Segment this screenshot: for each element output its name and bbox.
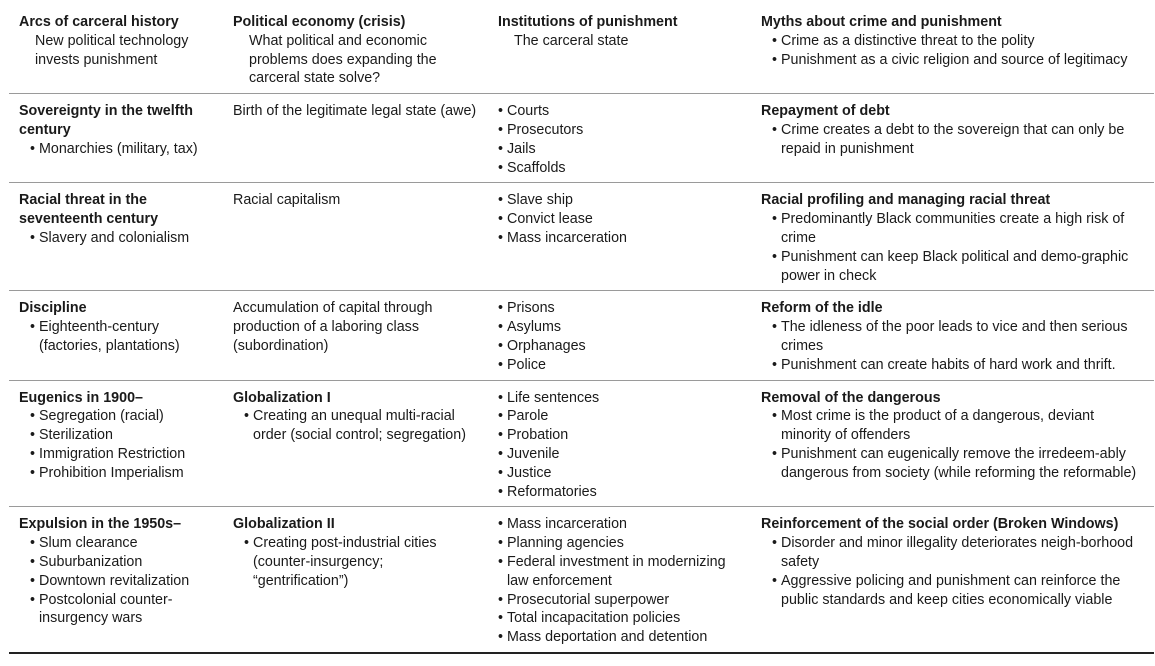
cell-heading: Reinforcement of the social order (Broken Windows): [761, 516, 1119, 533]
bullet-item: • Juvenile: [498, 445, 745, 464]
bullet-item: • Slum clearance: [30, 534, 217, 553]
bullet-item: • Federal investment in modernizing law enforcement: [498, 553, 745, 591]
institutions-cell: [488, 94, 751, 183]
political-economy-cell: [223, 380, 488, 507]
bullet-list: [498, 389, 745, 502]
bullet-item: • Punishment can create habits of hard work and thrift.: [772, 356, 1148, 375]
bullet-item: • Probation: [498, 426, 745, 445]
bullet-item: • Predominantly Black communities create a high risk of crime: [772, 210, 1148, 248]
bullet-item: • Postcolonial counter-insurgency wars: [30, 591, 217, 629]
bullet-item: • Creating an unequal multi-racial order (social control; segregation): [244, 407, 482, 445]
bullet-list: [772, 210, 1148, 285]
bullet-item: • Prosecutors: [498, 121, 745, 140]
bullet-item: • Segregation (racial): [30, 407, 217, 426]
cell-heading: Institutions of punishment: [498, 14, 678, 30]
bullet-item: • Mass deportation and detention: [498, 628, 745, 647]
cell-text: Birth of the legitimate legal state (awe): [233, 103, 477, 120]
bullet-item: • Downtown revitalization: [30, 572, 217, 591]
table-row: [9, 6, 1154, 94]
bullet-list: [498, 102, 745, 177]
cell-heading: Repayment of debt: [761, 103, 890, 120]
bullet-item: • Aggressive policing and punishment can reinforce the public standards and keep cities economically viable: [772, 572, 1148, 610]
bullet-item: • Crime creates a debt to the sovereign that can only be repaid in punishment: [772, 121, 1148, 159]
bullet-item: • Police: [498, 356, 745, 375]
institutions-cell: [488, 6, 751, 94]
period-cell: [9, 380, 223, 507]
bullet-list: [772, 534, 1148, 609]
bullet-list: [498, 191, 745, 247]
bullet-item: • Asylums: [498, 318, 745, 337]
bullet-item: • Mass incarceration: [498, 229, 745, 248]
cell-heading: Myths about crime and punishment: [761, 14, 1002, 30]
bullet-list: [30, 229, 217, 248]
bullet-list: [30, 407, 217, 482]
period-cell: [9, 94, 223, 183]
cell-heading: Reform of the idle: [761, 300, 883, 317]
myths-cell: [751, 380, 1154, 507]
cell-heading: Racial profiling and managing racial threat: [761, 192, 1051, 209]
bullet-item: • Disorder and minor illegality deteriorates neigh-borhood safety: [772, 534, 1148, 572]
cell-text: Accumulation of capital through production of a laboring class (subordination): [233, 300, 433, 354]
bullet-list: [498, 515, 745, 647]
bullet-list: [772, 318, 1148, 374]
bullet-item: • Parole: [498, 407, 745, 426]
bullet-list: [772, 407, 1148, 482]
cell-heading: Expulsion in the 1950s–: [19, 516, 182, 533]
table-row: [9, 380, 1154, 507]
bullet-list: [498, 299, 745, 374]
cell-heading: Globalization I: [233, 389, 331, 406]
bullet-item: • The idleness of the poor leads to vice and then serious crimes: [772, 318, 1148, 356]
cell-heading: Globalization II: [233, 516, 335, 533]
bullet-item: • Prosecutorial superpower: [498, 591, 745, 610]
bullet-item: • Sterilization: [30, 426, 217, 445]
bullet-list: [30, 140, 217, 159]
table-body: [9, 6, 1154, 653]
political-economy-cell: [223, 6, 488, 94]
institutions-cell: [488, 291, 751, 380]
bullet-list: [772, 32, 1148, 70]
bullet-item: • Life sentences: [498, 389, 745, 408]
cell-heading: Eugenics in 1900–: [19, 389, 143, 406]
myths-cell: [751, 183, 1154, 291]
bullet-list: [244, 534, 482, 590]
myths-cell: [751, 94, 1154, 183]
bullet-item: • Slavery and colonialism: [30, 229, 217, 248]
institutions-cell: [488, 380, 751, 507]
cell-heading: Removal of the dangerous: [761, 389, 941, 406]
table-row: [9, 183, 1154, 291]
cell-subheading: What political and economic problems does expanding the carceral state solve?: [249, 32, 437, 87]
institutions-cell: [488, 183, 751, 291]
political-economy-cell: [223, 291, 488, 380]
institutions-cell: [488, 507, 751, 653]
bullet-list: [30, 534, 217, 628]
bullet-item: • Eighteenth-century (factories, plantations): [30, 318, 217, 356]
cell-heading: Political economy (crisis): [233, 14, 406, 30]
bullet-item: • Jails: [498, 140, 745, 159]
bullet-item: • Prisons: [498, 299, 745, 318]
period-cell: [9, 183, 223, 291]
period-cell: [9, 6, 223, 94]
bullet-item: • Planning agencies: [498, 534, 745, 553]
cell-heading: Discipline: [19, 300, 87, 317]
bullet-list: [244, 407, 482, 445]
cell-heading: Racial threat in the seventeenth century: [19, 192, 159, 228]
period-cell: [9, 507, 223, 653]
bullet-item: • Immigration Restriction: [30, 445, 217, 464]
bullet-item: • Punishment can keep Black political and demo-graphic power in check: [772, 248, 1148, 286]
cell-subheading: The carceral state: [514, 32, 629, 49]
bullet-list: [30, 318, 217, 356]
table-row: [9, 94, 1154, 183]
bullet-item: • Convict lease: [498, 210, 745, 229]
political-economy-cell: [223, 94, 488, 183]
political-economy-cell: [223, 507, 488, 653]
myths-cell: [751, 291, 1154, 380]
bullet-item: • Total incapacitation policies: [498, 609, 745, 628]
bullet-item: • Punishment can eugenically remove the irredeem-ably dangerous from society (while reforming the reformable): [772, 445, 1148, 483]
bullet-item: • Courts: [498, 102, 745, 121]
table-row: [9, 291, 1154, 380]
cell-heading: Sovereignty in the twelfth century: [19, 103, 193, 138]
carceral-history-table: [9, 6, 1154, 654]
bullet-item: • Scaffolds: [498, 159, 745, 178]
bullet-item: • Reformatories: [498, 483, 745, 502]
bullet-item: • Creating post-industrial cities (counter-insurgency; “gentrification”): [244, 534, 482, 590]
bullet-item: • Monarchies (military, tax): [30, 140, 217, 159]
myths-cell: [751, 6, 1154, 94]
bullet-item: • Crime as a distinctive threat to the polity: [772, 32, 1148, 51]
cell-text: Racial capitalism: [233, 192, 341, 209]
period-cell: [9, 291, 223, 380]
cell-subheading: New political technology invests punishment: [35, 32, 189, 68]
bullet-item: • Prohibition Imperialism: [30, 464, 217, 483]
bullet-item: • Justice: [498, 464, 745, 483]
cell-heading: Arcs of carceral history: [19, 14, 179, 30]
bullet-item: • Punishment as a civic religion and source of legitimacy: [772, 51, 1148, 70]
bullet-item: • Orphanages: [498, 337, 745, 356]
political-economy-cell: [223, 183, 488, 291]
myths-cell: [751, 507, 1154, 653]
bullet-item: • Mass incarceration: [498, 515, 745, 534]
bullet-item: • Most crime is the product of a dangerous, deviant minority of offenders: [772, 407, 1148, 445]
bullet-item: • Suburbanization: [30, 553, 217, 572]
bullet-list: [772, 121, 1148, 159]
bullet-item: • Slave ship: [498, 191, 745, 210]
table-row: [9, 507, 1154, 653]
